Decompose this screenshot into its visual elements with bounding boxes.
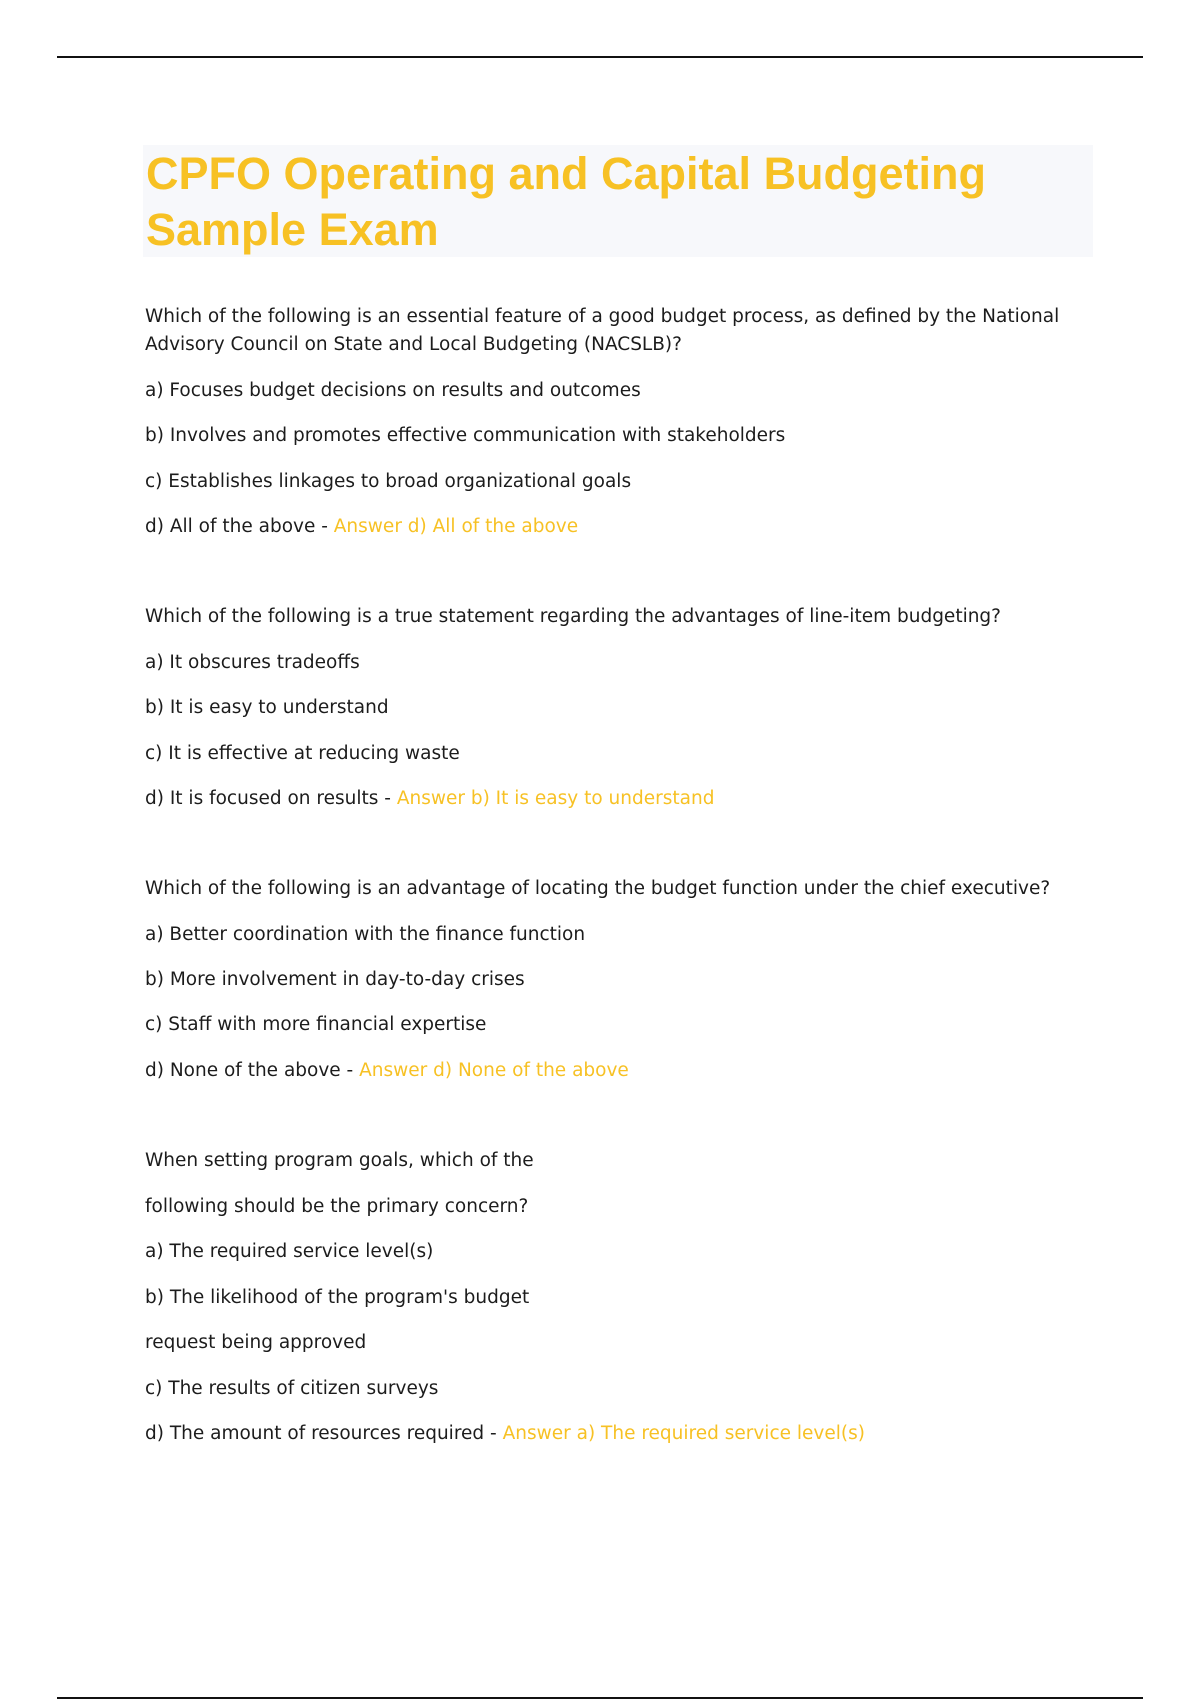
question-1-option-a: a) Focuses budget decisions on results and outcomes xyxy=(145,380,641,401)
question-4-option-b: b) The likelihood of the program's budget xyxy=(145,1287,530,1308)
question-3-option-c: c) Staff with more financial expertise xyxy=(145,1014,487,1035)
question-4-stem-line-1: When setting program goals, which of the xyxy=(145,1150,534,1171)
question-2-option-b: b) It is easy to understand xyxy=(145,697,389,718)
question-3-option-d xyxy=(145,1059,629,1083)
question-1-option-b: b) Involves and promotes effective communication with stakeholders xyxy=(145,425,786,446)
question-4-stem-line-2: following should be the primary concern? xyxy=(145,1196,529,1217)
question-2-option-d-text: d) It is focused on results - xyxy=(145,788,397,809)
question-2-option-a: a) It obscures tradeoffs xyxy=(145,652,360,673)
question-2-answer: Answer b) It is easy to understand xyxy=(396,788,715,809)
question-3-option-a: a) Better coordination with the finance function xyxy=(145,924,586,945)
page-title-line-2: Sample Exam xyxy=(146,204,439,255)
question-1-option-d xyxy=(145,515,578,539)
question-3-option-b: b) More involvement in day-to-day crises xyxy=(145,969,525,990)
question-1-option-c: c) Establishes linkages to broad organizational goals xyxy=(145,471,632,492)
question-2-stem-line-1: Which of the following is a true statement regarding the advantages of line-item budgeting? xyxy=(145,606,1001,627)
question-4-option-c: c) The results of citizen surveys xyxy=(145,1378,439,1399)
page-title-line-1: CPFO Operating and Capital Budgeting xyxy=(146,148,987,199)
question-1-stem-line-1: Which of the following is an essential feature of a good budget process, as defined by the National xyxy=(145,306,1060,327)
question-3-stem-line-1: Which of the following is an advantage of locating the budget function under the chief executive? xyxy=(145,878,1051,899)
question-1-answer: Answer d) All of the above xyxy=(333,516,579,537)
question-2-option-d xyxy=(145,787,714,811)
question-4-option-d xyxy=(145,1422,865,1446)
question-3-answer: Answer d) None of the above xyxy=(359,1060,629,1081)
bottom-divider xyxy=(57,1697,1143,1699)
question-4-answer: Answer a) The required service level(s) xyxy=(502,1423,865,1444)
question-4-option-a: a) The required service level(s) xyxy=(145,1241,434,1262)
question-4-option-b-continued: request being approved xyxy=(145,1332,367,1353)
question-3-option-d-text: d) None of the above - xyxy=(145,1060,360,1081)
question-2-option-c: c) It is effective at reducing waste xyxy=(145,743,460,764)
question-1-option-d-text: d) All of the above - xyxy=(145,516,334,537)
question-1-stem-line-2: Advisory Council on State and Local Budgeting (NACSLB)? xyxy=(145,334,682,355)
top-divider xyxy=(57,56,1143,58)
question-4-option-d-text: d) The amount of resources required - xyxy=(145,1423,503,1444)
